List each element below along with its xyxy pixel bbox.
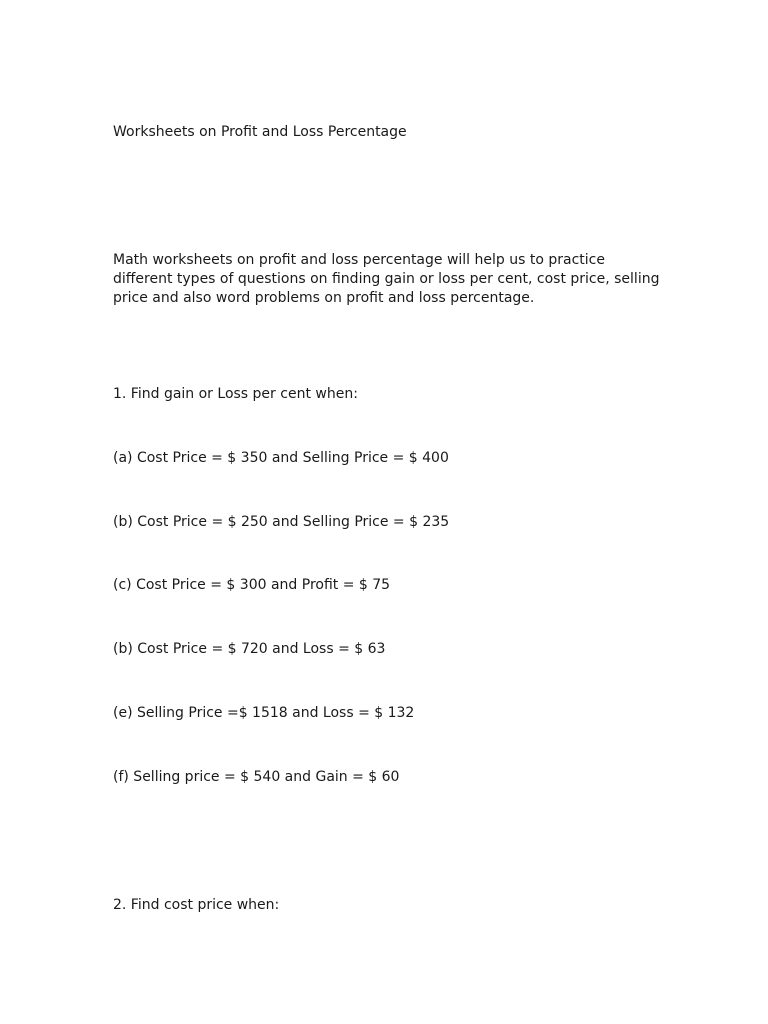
question-1-item: (b) Cost Price = $ 250 and Selling Price = $ 235 xyxy=(113,514,450,530)
intro-line: price and also word problems on profit and loss percentage. xyxy=(113,290,535,306)
question-1-item: (c) Cost Price = $ 300 and Profit = $ 75 xyxy=(113,577,391,593)
question-1-item: (a) Cost Price = $ 350 and Selling Price = $ 400 xyxy=(113,450,449,466)
document-title: Worksheets on Profit and Loss Percentage xyxy=(113,124,407,140)
question-1-item: (f) Selling price = $ 540 and Gain = $ 60 xyxy=(113,769,400,785)
question-1-item: (b) Cost Price = $ 720 and Loss = $ 63 xyxy=(113,641,386,657)
question-1-item: (e) Selling Price =$ 1518 and Loss = $ 132 xyxy=(113,705,415,721)
intro-line: Math worksheets on profit and loss percentage will help us to practice xyxy=(113,252,605,268)
question-1-heading: 1. Find gain or Loss per cent when: xyxy=(113,386,358,402)
intro-line: different types of questions on finding gain or loss per cent, cost price, selling xyxy=(113,271,660,287)
question-2-heading: 2. Find cost price when: xyxy=(113,897,280,913)
intro-paragraph xyxy=(113,251,673,308)
